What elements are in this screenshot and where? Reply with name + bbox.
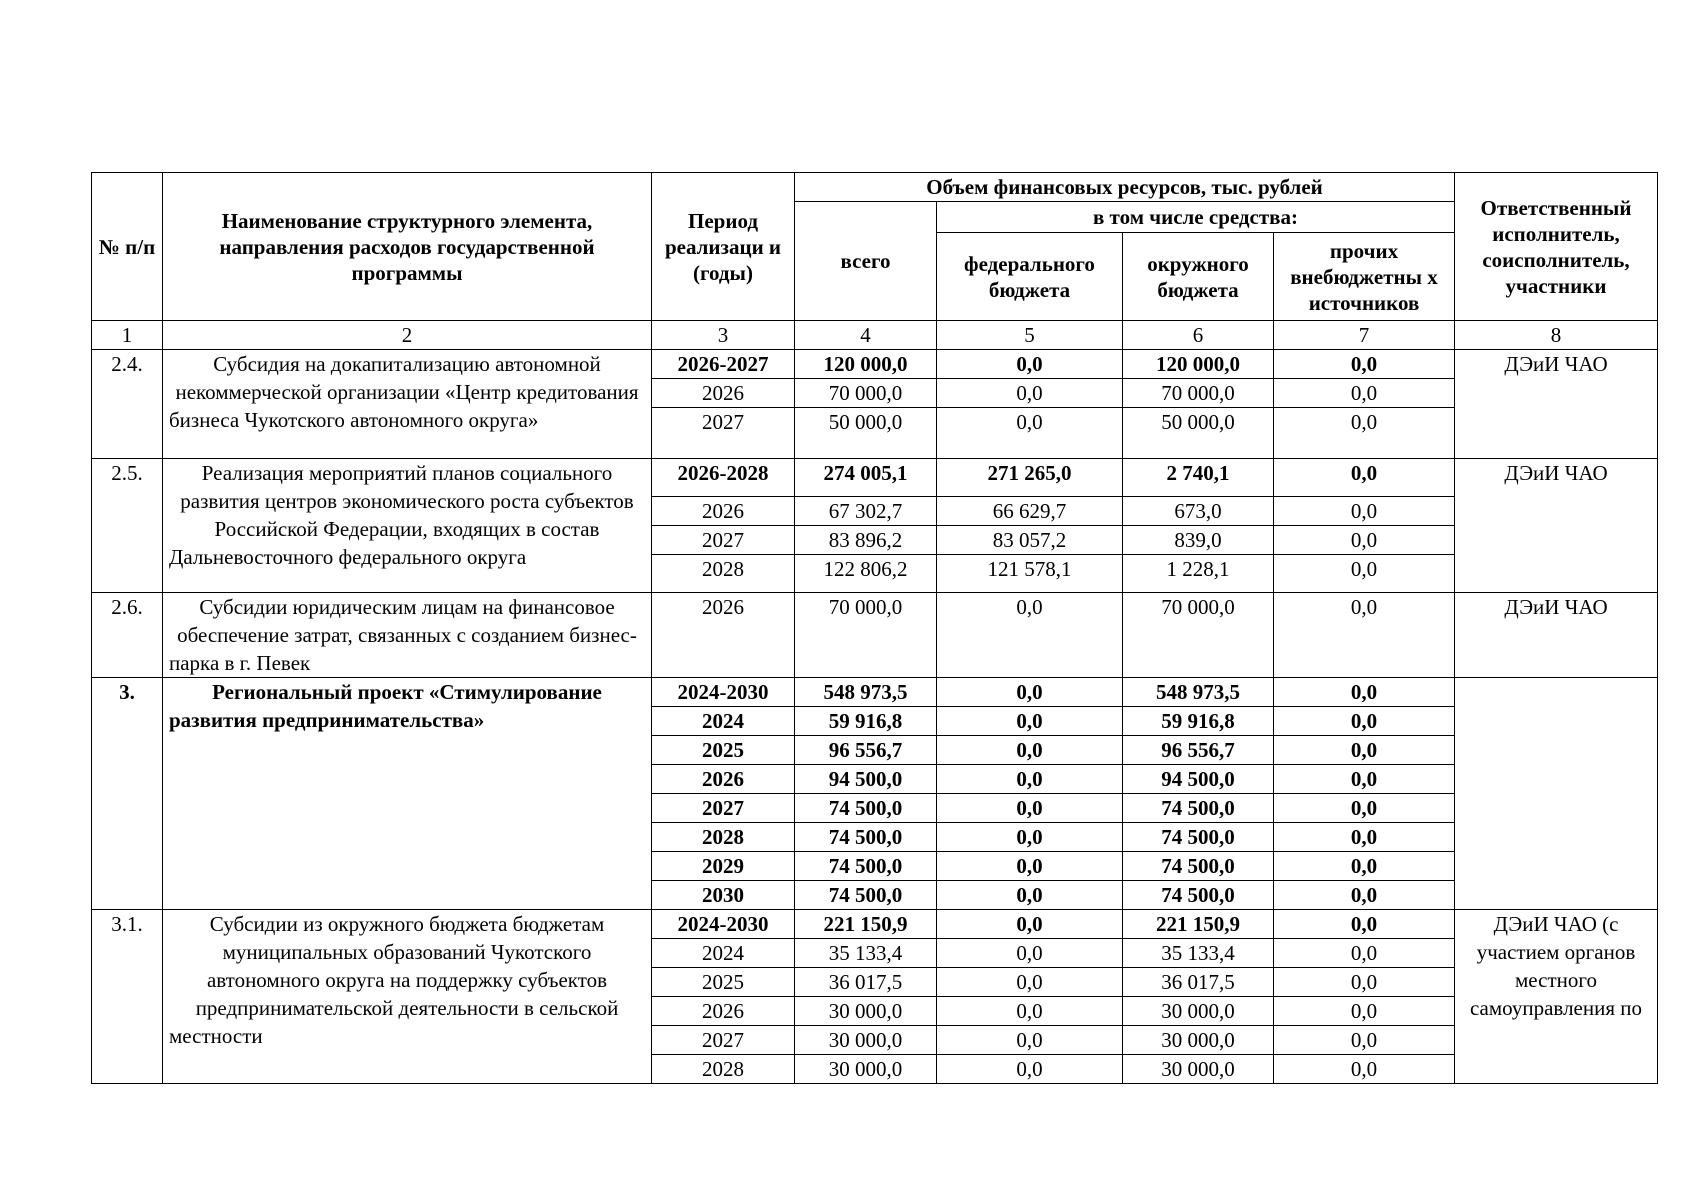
row-federal: 121 578,1 xyxy=(937,555,1123,593)
row-period: 2028 xyxy=(652,555,795,593)
table-row xyxy=(92,910,1658,939)
row-period: 2027 xyxy=(652,1026,795,1055)
row-total: 548 973,5 xyxy=(795,678,937,707)
row-total: 70 000,0 xyxy=(795,379,937,408)
row-name: Субсидии юридическим лицам на финансовое обеспечение затрат, связанных с созданием бизнес-парка в г. Певек xyxy=(163,593,652,678)
row-district: 120 000,0 xyxy=(1123,350,1274,379)
row-district: 59 916,8 xyxy=(1123,707,1274,736)
row-period: 2028 xyxy=(652,1055,795,1084)
row-district: 30 000,0 xyxy=(1123,1055,1274,1084)
column-number-cell: 3 xyxy=(652,321,795,350)
row-responsible: ДЭиИ ЧАО xyxy=(1455,350,1658,459)
row-total: 94 500,0 xyxy=(795,765,937,794)
column-number-cell: 6 xyxy=(1123,321,1274,350)
row-other: 0,0 xyxy=(1274,707,1455,736)
row-total: 70 000,0 xyxy=(795,593,937,678)
row-total: 74 500,0 xyxy=(795,794,937,823)
column-number-cell: 7 xyxy=(1274,321,1455,350)
row-total: 96 556,7 xyxy=(795,736,937,765)
header-responsible: Ответственный исполнитель, соисполнитель, участники xyxy=(1455,173,1658,321)
row-district: 30 000,0 xyxy=(1123,997,1274,1026)
row-total: 30 000,0 xyxy=(795,1026,937,1055)
row-other: 0,0 xyxy=(1274,1055,1455,1084)
header-name: Наименование структурного элемента, направления расходов государственной программы xyxy=(163,173,652,321)
row-responsible xyxy=(1455,678,1658,910)
row-period: 2027 xyxy=(652,794,795,823)
row-district: 96 556,7 xyxy=(1123,736,1274,765)
row-district: 30 000,0 xyxy=(1123,1026,1274,1055)
header-no: № п/п xyxy=(92,173,163,321)
row-district: 839,0 xyxy=(1123,526,1274,555)
row-period: 2026-2027 xyxy=(652,350,795,379)
row-total: 122 806,2 xyxy=(795,555,937,593)
row-federal: 0,0 xyxy=(937,794,1123,823)
table-row xyxy=(92,678,1658,707)
row-number: 3.1. xyxy=(92,910,163,1084)
header-including: в том числе средства: xyxy=(937,202,1455,233)
row-number: 2.5. xyxy=(92,459,163,593)
row-district: 70 000,0 xyxy=(1123,593,1274,678)
row-total: 74 500,0 xyxy=(795,852,937,881)
row-district: 74 500,0 xyxy=(1123,852,1274,881)
row-period: 2026 xyxy=(652,593,795,678)
row-total: 30 000,0 xyxy=(795,1055,937,1084)
row-number: 2.4. xyxy=(92,350,163,459)
row-other: 0,0 xyxy=(1274,968,1455,997)
header-period: Период реализаци и (годы) xyxy=(652,173,795,321)
row-district: 74 500,0 xyxy=(1123,881,1274,910)
row-other: 0,0 xyxy=(1274,794,1455,823)
row-federal: 0,0 xyxy=(937,593,1123,678)
row-other: 0,0 xyxy=(1274,408,1455,459)
row-federal: 0,0 xyxy=(937,852,1123,881)
row-name: Субсидия на докапитализацию автономной некоммерческой организации «Центр кредитования бизнеса Чукотского автономного округа» xyxy=(163,350,652,459)
row-period: 2026 xyxy=(652,497,795,526)
table-row xyxy=(92,593,1658,678)
row-other: 0,0 xyxy=(1274,593,1455,678)
row-district: 673,0 xyxy=(1123,497,1274,526)
row-other: 0,0 xyxy=(1274,881,1455,910)
row-period: 2024-2030 xyxy=(652,678,795,707)
row-district: 221 150,9 xyxy=(1123,910,1274,939)
row-federal: 0,0 xyxy=(937,678,1123,707)
row-district: 2 740,1 xyxy=(1123,459,1274,497)
row-other: 0,0 xyxy=(1274,997,1455,1026)
row-total: 221 150,9 xyxy=(795,910,937,939)
row-total: 50 000,0 xyxy=(795,408,937,459)
row-district: 74 500,0 xyxy=(1123,794,1274,823)
row-district: 50 000,0 xyxy=(1123,408,1274,459)
row-period: 2026 xyxy=(652,379,795,408)
row-period: 2026 xyxy=(652,765,795,794)
row-name: Региональный проект «Стимулирование развития предпринимательства» xyxy=(163,678,652,910)
column-number-row xyxy=(92,321,1658,350)
row-total: 120 000,0 xyxy=(795,350,937,379)
row-other: 0,0 xyxy=(1274,736,1455,765)
table-row xyxy=(92,459,1658,497)
row-total: 36 017,5 xyxy=(795,968,937,997)
column-number-cell: 8 xyxy=(1455,321,1658,350)
row-total: 59 916,8 xyxy=(795,707,937,736)
column-number-cell: 5 xyxy=(937,321,1123,350)
row-federal: 0,0 xyxy=(937,379,1123,408)
header-volume: Объем финансовых ресурсов, тыс. рублей xyxy=(795,173,1455,202)
row-other: 0,0 xyxy=(1274,678,1455,707)
row-responsible: ДЭиИ ЧАО xyxy=(1455,459,1658,593)
row-district: 35 133,4 xyxy=(1123,939,1274,968)
row-total: 74 500,0 xyxy=(795,823,937,852)
row-period: 2024 xyxy=(652,939,795,968)
row-period: 2025 xyxy=(652,968,795,997)
row-district: 70 000,0 xyxy=(1123,379,1274,408)
row-other: 0,0 xyxy=(1274,910,1455,939)
row-district: 94 500,0 xyxy=(1123,765,1274,794)
column-number-cell: 1 xyxy=(92,321,163,350)
table-body xyxy=(92,350,1658,1084)
header-district: окружного бюджета xyxy=(1123,233,1274,321)
row-other: 0,0 xyxy=(1274,526,1455,555)
row-period: 2024-2030 xyxy=(652,910,795,939)
row-district: 1 228,1 xyxy=(1123,555,1274,593)
row-period: 2027 xyxy=(652,408,795,459)
row-total: 74 500,0 xyxy=(795,881,937,910)
row-federal: 271 265,0 xyxy=(937,459,1123,497)
row-federal: 0,0 xyxy=(937,997,1123,1026)
row-number: 3. xyxy=(92,678,163,910)
row-period: 2024 xyxy=(652,707,795,736)
row-total: 83 896,2 xyxy=(795,526,937,555)
header-total: всего xyxy=(795,202,937,321)
row-district: 548 973,5 xyxy=(1123,678,1274,707)
row-period: 2027 xyxy=(652,526,795,555)
row-name: Субсидии из окружного бюджета бюджетам муниципальных образований Чукотского автономного округа на поддержку субъектов предпринимательской деятельности в сельской местности xyxy=(163,910,652,1084)
row-federal: 0,0 xyxy=(937,408,1123,459)
row-period: 2026-2028 xyxy=(652,459,795,497)
row-federal: 0,0 xyxy=(937,736,1123,765)
row-period: 2028 xyxy=(652,823,795,852)
row-federal: 0,0 xyxy=(937,707,1123,736)
header-other: прочих внебюджетны х источников xyxy=(1274,233,1455,321)
row-federal: 83 057,2 xyxy=(937,526,1123,555)
row-period: 2025 xyxy=(652,736,795,765)
row-other: 0,0 xyxy=(1274,497,1455,526)
row-federal: 0,0 xyxy=(937,1026,1123,1055)
row-responsible: ДЭиИ ЧАО (с участием органов местного самоуправления по xyxy=(1455,910,1658,1084)
row-federal: 0,0 xyxy=(937,910,1123,939)
column-number-cell: 2 xyxy=(163,321,652,350)
row-other: 0,0 xyxy=(1274,379,1455,408)
table-row xyxy=(92,350,1658,379)
row-federal: 0,0 xyxy=(937,350,1123,379)
row-district: 36 017,5 xyxy=(1123,968,1274,997)
row-federal: 0,0 xyxy=(937,968,1123,997)
row-federal: 0,0 xyxy=(937,765,1123,794)
row-federal: 0,0 xyxy=(937,823,1123,852)
row-federal: 0,0 xyxy=(937,1055,1123,1084)
row-other: 0,0 xyxy=(1274,1026,1455,1055)
row-federal: 0,0 xyxy=(937,881,1123,910)
row-total: 67 302,7 xyxy=(795,497,937,526)
row-period: 2029 xyxy=(652,852,795,881)
row-other: 0,0 xyxy=(1274,939,1455,968)
row-name: Реализация мероприятий планов социального развития центров экономического роста субъектов Российской Федерации, входящих в состав Дальневосточного федерального округа xyxy=(163,459,652,593)
table-header xyxy=(92,173,1658,350)
row-other: 0,0 xyxy=(1274,823,1455,852)
financing-table xyxy=(91,172,1658,1084)
header-federal: федерального бюджета xyxy=(937,233,1123,321)
row-total: 274 005,1 xyxy=(795,459,937,497)
row-federal: 0,0 xyxy=(937,939,1123,968)
row-federal: 66 629,7 xyxy=(937,497,1123,526)
row-total: 35 133,4 xyxy=(795,939,937,968)
row-other: 0,0 xyxy=(1274,350,1455,379)
row-other: 0,0 xyxy=(1274,765,1455,794)
row-period: 2026 xyxy=(652,997,795,1026)
column-number-cell: 4 xyxy=(795,321,937,350)
row-period: 2030 xyxy=(652,881,795,910)
row-responsible: ДЭиИ ЧАО xyxy=(1455,593,1658,678)
row-other: 0,0 xyxy=(1274,555,1455,593)
row-other: 0,0 xyxy=(1274,852,1455,881)
row-number: 2.6. xyxy=(92,593,163,678)
row-district: 74 500,0 xyxy=(1123,823,1274,852)
row-other: 0,0 xyxy=(1274,459,1455,497)
row-total: 30 000,0 xyxy=(795,997,937,1026)
